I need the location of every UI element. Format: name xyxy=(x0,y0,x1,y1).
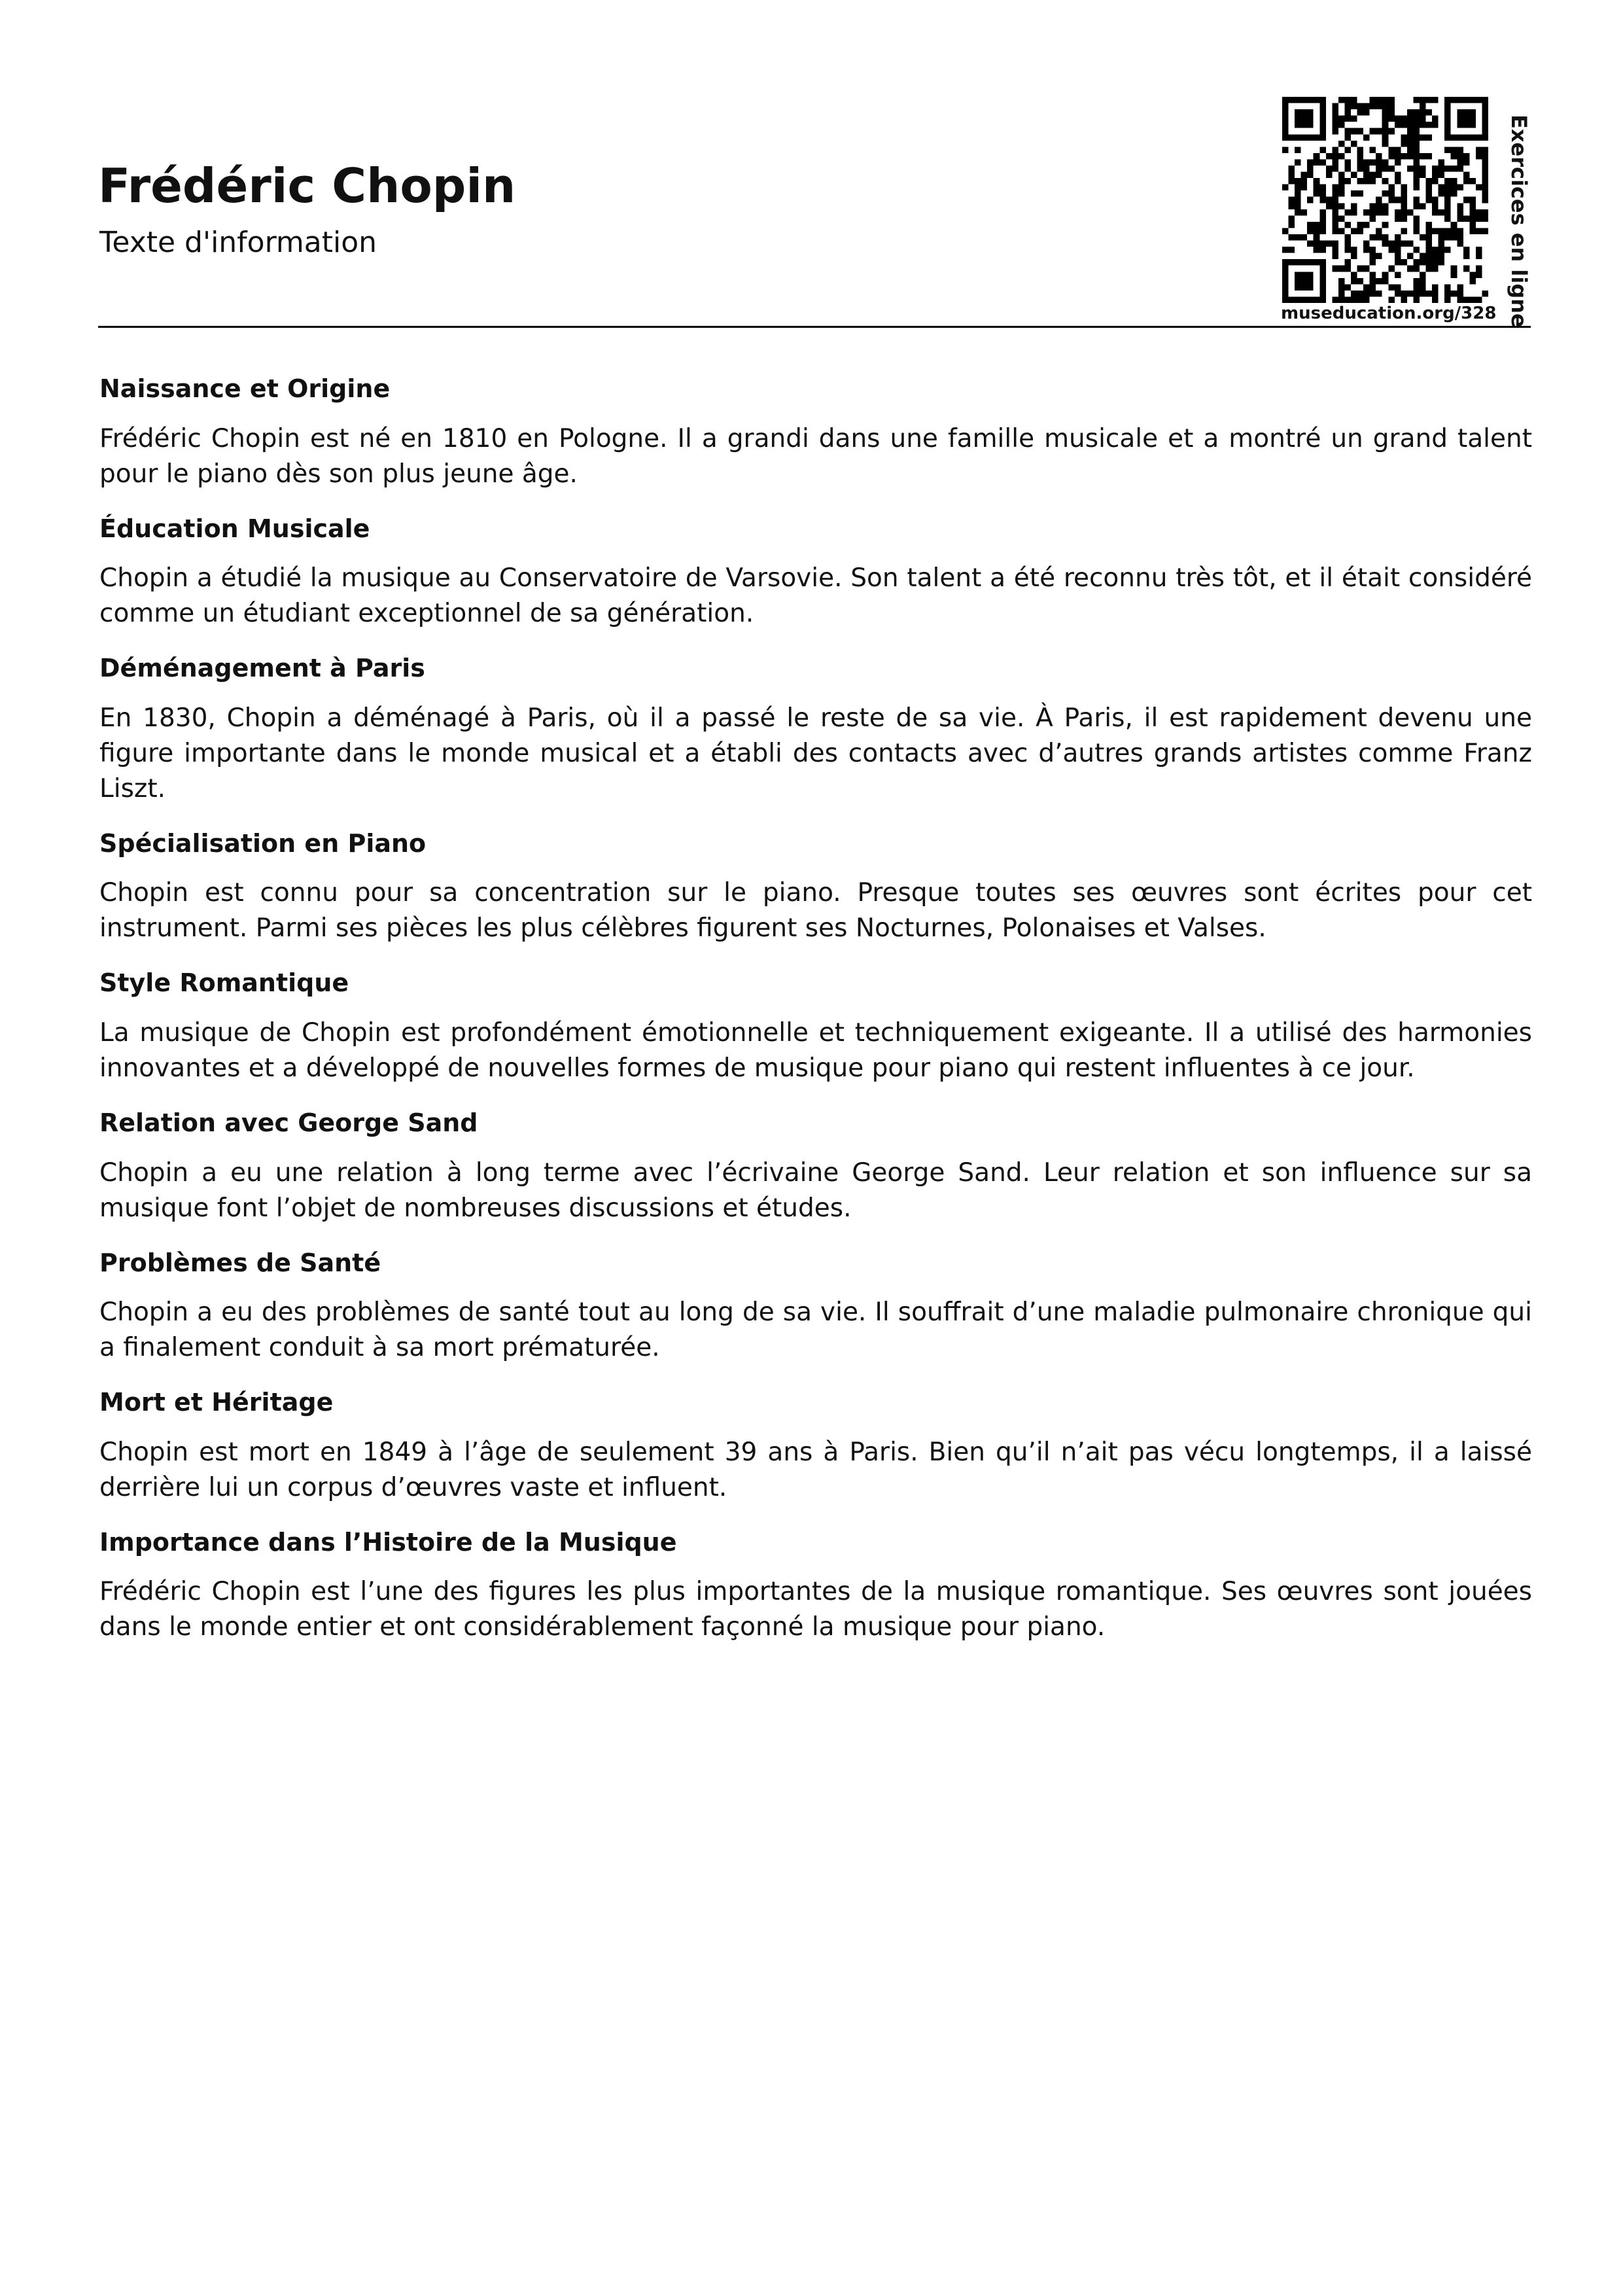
section-heading: Naissance et Origine xyxy=(99,374,391,403)
page-subtitle: Texte d'information xyxy=(99,226,377,259)
section-demenagement-paris xyxy=(99,654,1532,807)
section-naissance-origine xyxy=(99,374,1532,492)
section-heading: Déménagement à Paris xyxy=(99,654,425,683)
section-heading: Importance dans l’Histoire de la Musique xyxy=(99,1527,677,1557)
section-problemes-sante xyxy=(99,1248,1532,1366)
section-importance-histoire xyxy=(99,1528,1532,1646)
qr-vertical-label: Exercices en ligne xyxy=(1507,115,1531,328)
section-heading: Mort et Héritage xyxy=(99,1388,334,1417)
section-heading: Spécialisation en Piano xyxy=(99,828,427,858)
qr-url-label[interactable]: museducation.org/328 xyxy=(1281,304,1497,323)
document-body xyxy=(99,374,1532,1667)
section-relation-george-sand xyxy=(99,1108,1532,1226)
section-heading: Style Romantique xyxy=(99,968,349,998)
section-paragraph: Chopin est mort en 1849 à l’âge de seulement 39 ans à Paris. Bien qu’il n’ait pas vécu longtemps, il a laissé derrière lui un corpus d’œuvres vaste et influent. xyxy=(99,1437,1532,1502)
section-heading: Problèmes de Santé xyxy=(99,1248,381,1277)
section-paragraph: Chopin est connu pour sa concentration sur le piano. Presque toutes ses œuvres sont écrites pour cet instrument. Parmi ses pièces les plus célèbres figurent ses Nocturnes, Polonaises et Valses. xyxy=(99,878,1532,944)
section-paragraph: Chopin a étudié la musique au Conservatoire de Varsovie. Son talent a été reconnu très tôt, et il était considéré comme un étudiant exceptionnel de sa génération. xyxy=(99,563,1532,629)
section-paragraph: Chopin a eu des problèmes de santé tout au long de sa vie. Il souffrait d’une maladie pulmonaire chronique qui a finalement conduit à sa mort prématurée. xyxy=(99,1298,1532,1363)
section-heading: Éducation Musicale xyxy=(99,514,370,543)
section-paragraph: Frédéric Chopin est l’une des figures les plus importantes de la musique romantique. Ses œuvres sont jouées dans le monde entier et ont considérablement façonné la musique pour piano. xyxy=(99,1577,1532,1642)
page-title: Frédéric Chopin xyxy=(98,158,516,213)
section-paragraph: Frédéric Chopin est né en 1810 en Pologne. Il a grandi dans une famille musicale et a montré un grand talent pour le piano dès son plus jeune âge. xyxy=(99,423,1532,489)
section-specialisation-piano xyxy=(99,829,1532,947)
section-paragraph: En 1830, Chopin a déménagé à Paris, où il a passé le reste de sa vie. À Paris, il est rapidement devenu une figure importante dans le monde musical et a établi des contacts avec d’autres grands artistes comme Franz Liszt. xyxy=(99,703,1532,804)
header-divider xyxy=(98,326,1531,328)
section-paragraph: La musique de Chopin est profondément émotionnelle et techniquement exigeante. Il a utilisé des harmonies innovantes et a développé de nouvelles formes de musique pour piano qui restent influentes à ce jour. xyxy=(99,1017,1532,1083)
section-mort-heritage xyxy=(99,1388,1532,1506)
section-style-romantique xyxy=(99,968,1532,1086)
qr-code-icon[interactable] xyxy=(1282,97,1488,303)
section-education-musicale xyxy=(99,514,1532,632)
section-heading: Relation avec George Sand xyxy=(99,1108,478,1137)
section-paragraph: Chopin a eu une relation à long terme avec l’écrivaine George Sand. Leur relation et son influence sur sa musique font l’objet de nombreuses discussions et études. xyxy=(99,1157,1532,1223)
